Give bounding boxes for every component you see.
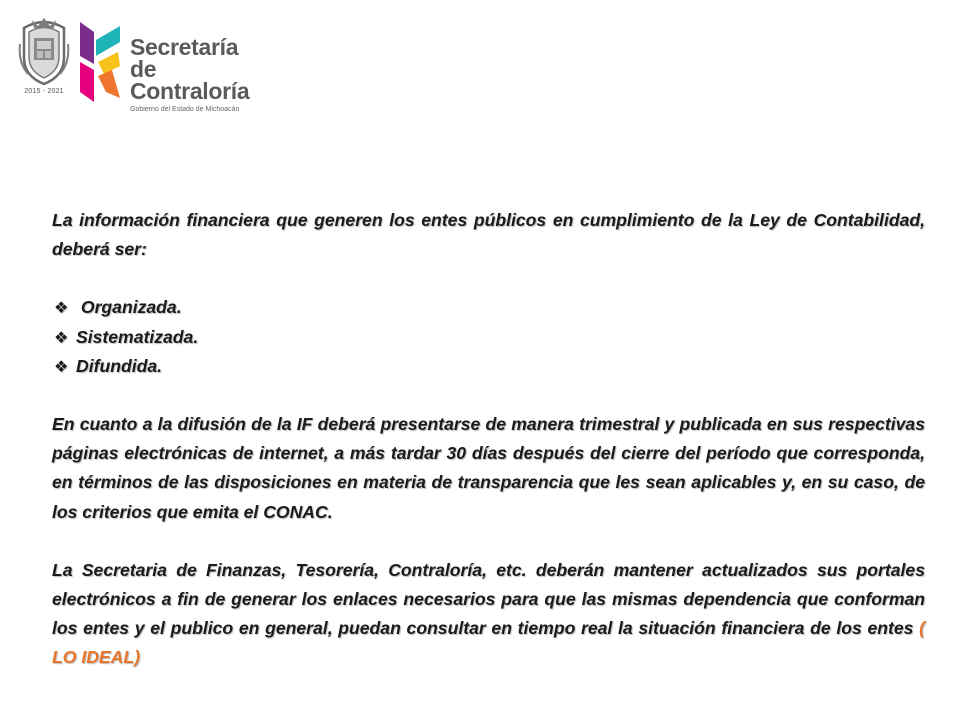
slide-body <box>52 206 925 673</box>
diamond-bullet-icon: ❖ <box>54 358 69 376</box>
list-item <box>52 323 925 352</box>
list-item <box>52 352 925 381</box>
coat-of-arms-icon <box>18 14 70 86</box>
brand-subtitle: Gobierno del Estado de Michoacán <box>130 106 240 113</box>
list-item <box>52 293 925 322</box>
intro-paragraph: La información financiera que generen los entes públicos en cumplimiento de la Ley de Contabilidad, deberá ser: <box>52 210 925 260</box>
lo-ideal-highlight: ( LO IDEAL) <box>52 618 926 668</box>
bullet-label: Difundida. <box>76 355 163 376</box>
bullet-list <box>52 293 925 381</box>
brand-line-2: de Contraloría <box>130 56 250 104</box>
portales-text: La Secretaria de Finanzas, Tesorería, Contraloría, etc. deberán mantener actualizados sus portales electrónicos a fin de generar los enlaces necesarios para que las mismas dependencia que conforman los entes y el publico en general, puedan consultar en tiempo real la situación financiera de los entes <box>52 559 925 639</box>
portales-paragraph <box>52 556 925 673</box>
diamond-bullet-icon: ❖ <box>54 300 69 318</box>
header <box>18 14 278 113</box>
diamond-bullet-icon: ❖ <box>54 329 69 347</box>
difusion-paragraph: En cuanto a la difusión de la IF deberá presentarse de manera trimestral y publicada en sus respectivas páginas electrónicas de internet, a más tardar 30 días después del cierre del período que corresponda, en términos de las disposiciones en materia de transparencia que les sean aplicables y, en su caso, de los criterios que emita el CONAC. <box>52 413 925 522</box>
contraloria-k-logo-icon <box>76 18 122 104</box>
bullet-label: Organizada. <box>76 297 182 318</box>
bullet-label: Sistematizada. <box>76 326 199 347</box>
brand-wordmark <box>130 36 278 113</box>
brand-line-1: Secretaría <box>130 34 239 60</box>
state-seal-logo <box>18 14 70 102</box>
seal-years: 2015 - 2021 <box>24 88 64 95</box>
